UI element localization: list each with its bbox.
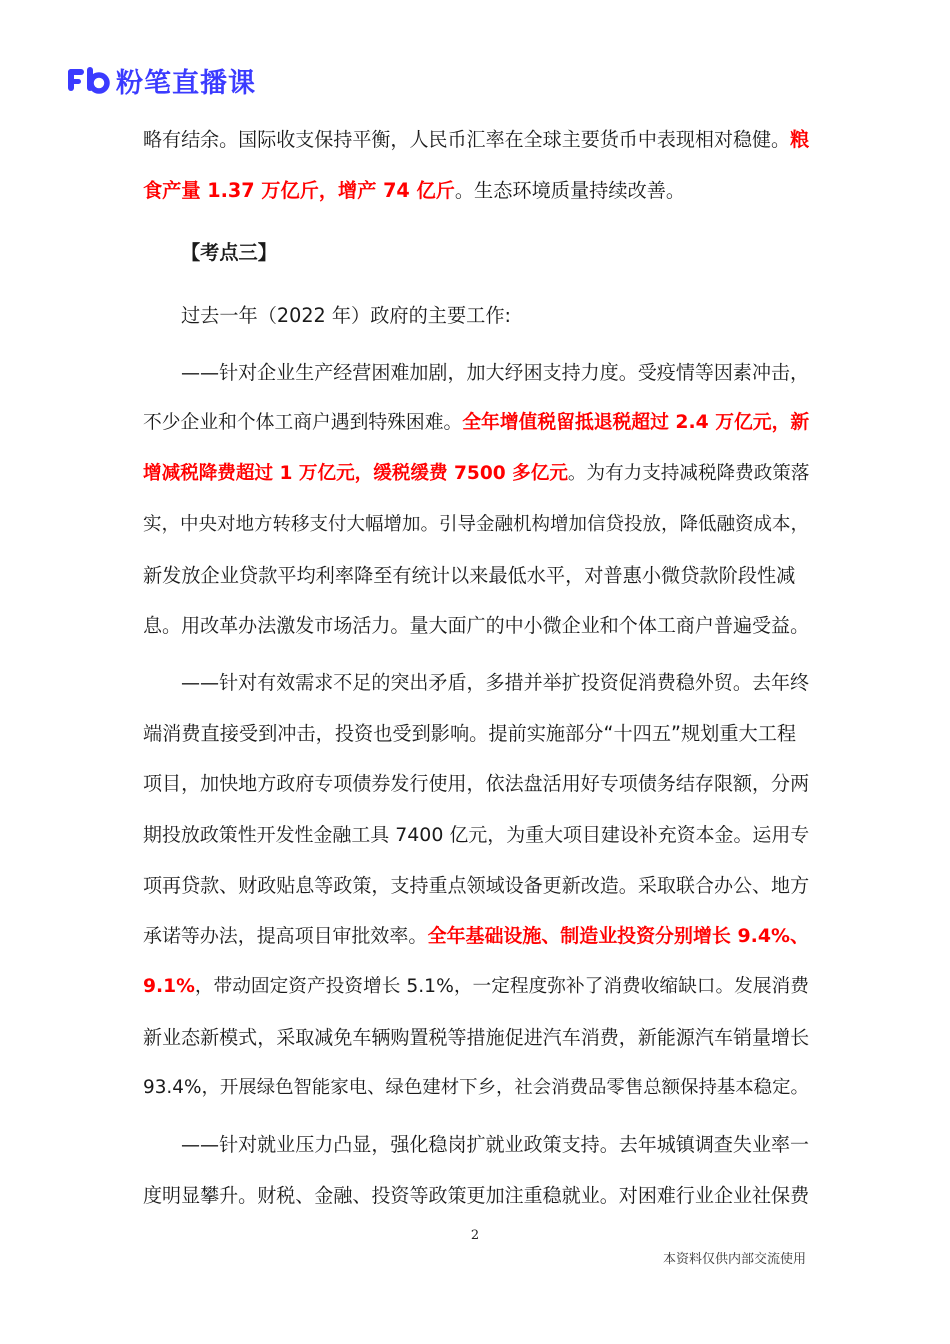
text-line-20: ——针对就业压力凸显，强化稳岗扩就业政策支持。去年城镇调查失业率一 [181,1134,810,1157]
brand-logo [66,62,256,98]
text-line-13: 项目，加快地方政府专项债券发行使用，依法盘活用好专项债务结存限额，分两 [143,773,810,796]
document-body [143,115,809,1221]
text-line-7: 增减税降费超过 1 万亿元，缓税缓费 7500 多亿元。为有力支持减税降费政策落 [143,463,810,485]
text-line-12: 端消费直接受到冲击，投资也受到影响。提前实施部分“十四五”规划重大工程 [143,721,797,745]
text-line-19: 93.4%，开展绿色智能家电、绿色建材下乡，社会消费品零售总额保持基本稳定。 [143,1077,809,1099]
text-line-21: 度明显攀升。财税、金融、投资等政策更加注重稳就业。对困难行业企业社保费 [143,1184,810,1207]
text-line-2: 食产量 1.37 万亿斤，增产 74 亿斤。生态环境质量持续改善。 [143,178,686,202]
text-line-18: 新业态新模式，采取减免车辆购置税等措施促进汽车消费，新能源汽车销量增长 [143,1026,810,1049]
text-line-15: 项再贷款、财政贴息等政策，支持重点领域设备更新改造。采取联合办公、地方 [143,874,810,897]
text-line-9: 新发放企业贷款平均利率降至有统计以来最低水平，对普惠小微贷款阶段性减 [143,563,796,587]
text-line-10: 息。用改革办法激发市场活力。量大面广的中小微企业和个体工商户普遍受益。 [143,615,810,638]
text-line-11: ——针对有效需求不足的突出矛盾，多措并举扩投资促消费稳外贸。去年终 [181,671,810,694]
text-line-14: 期投放政策性开发性金融工具 7400 亿元，为重大项目建设补充资本金。运用专 [143,823,810,846]
text-line-1: 略有结余。国际收支保持平衡，人民币汇率在全球主要货币中表现相对稳健。 粮 [143,129,810,151]
footer-note: 本资料仅供内部交流使用 [662,1252,806,1267]
text-line-5: ——针对企业生产经营困难加剧，加大纾困支持力度。受疫情等因素冲击， [181,361,810,384]
text-line-6: 不少企业和个体工商户遇到特殊困难。 全年增值税留抵退税超过 2.4 万亿元，新 [143,412,810,434]
text-line-8: 实，中央对地方转移支付大幅增加。引导金融机构增加信贷投放，降低融资成本， [143,513,810,535]
text-line-16: 承诺等办法，提高项目审批效率。 全年基础设施、制造业投资分别增长 9.4%、 [143,925,809,948]
section-heading: 【考点三】 [181,241,277,265]
brand-name: 粉笔直播课 [116,67,256,99]
page-number: 2 [470,1228,480,1243]
text-line-4: 过去一年（2022 年）政府的主要工作: [181,304,512,328]
fb-logo-icon [66,65,110,95]
text-line-17: 9.1%，带动固定资产投资增长 5.1%，一定程度弥补了消费收缩缺口。发展消费 [143,976,809,997]
